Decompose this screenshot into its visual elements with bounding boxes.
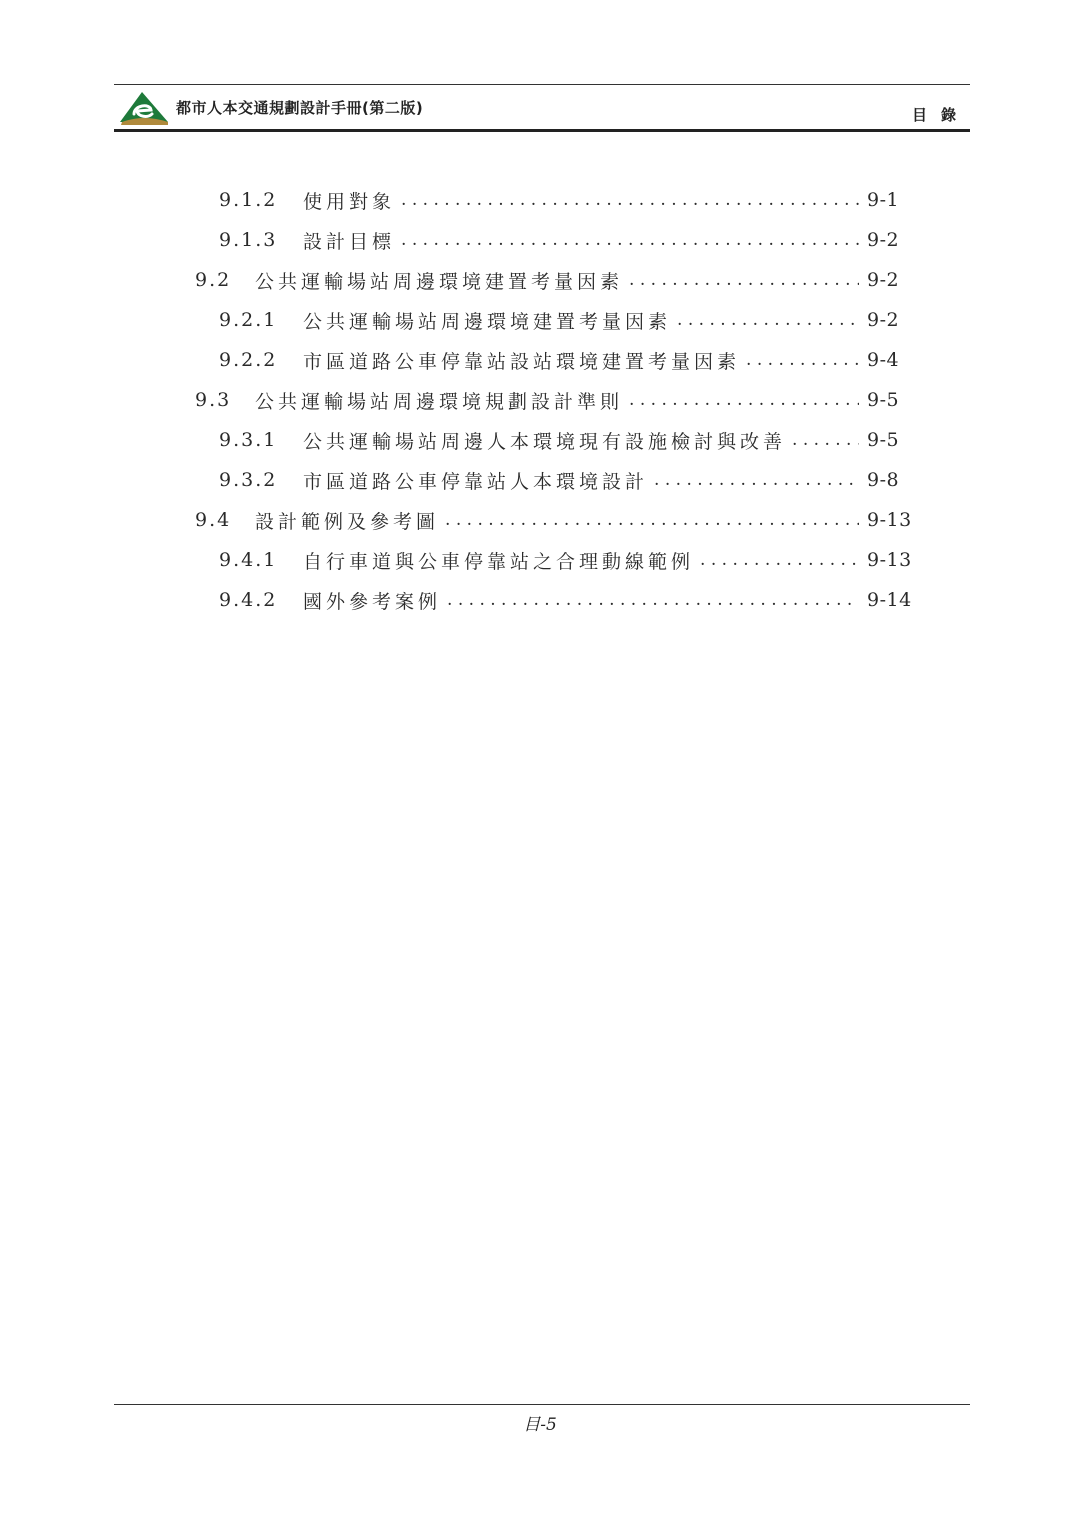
agency-logo-icon [118,88,170,126]
toc-dot-leader [401,188,859,212]
toc-entry[interactable] [195,380,915,420]
toc-entry-number: 9.4.1 [219,549,278,571]
toc-dot-leader [445,508,859,532]
toc-dot-leader [654,468,859,492]
toc-entry-page: 9-2 [867,269,900,291]
toc-entry-title: 設計範例及參考圖 [255,510,440,533]
toc-dot-leader [677,308,859,332]
toc-dot-leader [700,548,859,572]
toc-entry[interactable] [219,220,915,260]
toc-entry-page: 9-5 [867,429,900,451]
toc-entry-page: 9-13 [867,509,912,531]
toc-entry-page: 9-2 [867,229,900,251]
toc-entry-number: 9.1.2 [219,189,278,211]
toc-entry-number: 9.1.3 [219,229,278,251]
toc-entry-title: 市區道路公車停靠站設站環境建置考量因素 [303,350,741,373]
toc-entry-page: 9-1 [867,189,900,211]
toc-entry[interactable] [195,260,915,300]
toc-dot-leader [629,268,859,292]
toc-entry-number: 9.3 [195,389,232,411]
toc-dot-leader [746,348,859,372]
toc-entry[interactable] [219,180,915,220]
toc-entry-number: 9.3.2 [219,469,278,491]
toc-entry[interactable] [195,500,915,540]
toc-dot-leader [447,588,859,612]
toc-entry-number: 9.2 [195,269,232,291]
toc-entry-title: 自行車道與公車停靠站之合理動線範例 [303,550,695,573]
toc-entry-title: 公共運輸場站周邊環境建置考量因素 [255,270,624,293]
toc-entry-page: 9-8 [867,469,900,491]
toc-entry[interactable] [219,300,915,340]
header-top-rule [114,84,970,85]
toc-entry[interactable] [219,540,915,580]
toc-entry-title: 國外參考案例 [303,590,442,613]
toc-entry-page: 9-4 [867,349,900,371]
toc-entry-page: 9-5 [867,389,900,411]
toc-entry-page: 9-14 [867,589,912,611]
toc-entry-title: 公共運輸場站周邊環境規劃設計準則 [255,390,624,413]
toc-entry-number: 9.4.2 [219,589,278,611]
toc-entry-number: 9.3.1 [219,429,278,451]
toc-dot-leader [629,388,859,412]
toc-entry-title: 公共運輸場站周邊環境建置考量因素 [303,310,672,333]
toc-entry[interactable] [219,340,915,380]
section-label: 目錄 [911,106,970,124]
toc-entry[interactable] [219,420,915,460]
toc-entry-number: 9.2.1 [219,309,278,331]
toc-entry-title: 公共運輸場站周邊人本環境現有設施檢討與改善 [303,430,787,453]
toc-entry[interactable] [219,580,915,620]
toc-entry-page: 9-13 [867,549,912,571]
header-bottom-rule [114,129,970,132]
document-title: 都市人本交通規劃設計手冊(第二版) [176,99,424,117]
toc-entry-number: 9.2.2 [219,349,278,371]
toc-entry-title: 設計目標 [303,230,396,253]
toc-entry-title: 市區道路公車停靠站人本環境設計 [303,470,649,493]
page-number: 目-5 [523,1415,557,1435]
footer-rule [114,1404,970,1405]
toc-dot-leader [401,228,859,252]
toc-dot-leader [792,428,859,452]
toc-entry-page: 9-2 [867,309,900,331]
toc-entry[interactable] [219,460,915,500]
toc-entry-number: 9.4 [195,509,232,531]
toc-entry-title: 使用對象 [303,190,396,213]
